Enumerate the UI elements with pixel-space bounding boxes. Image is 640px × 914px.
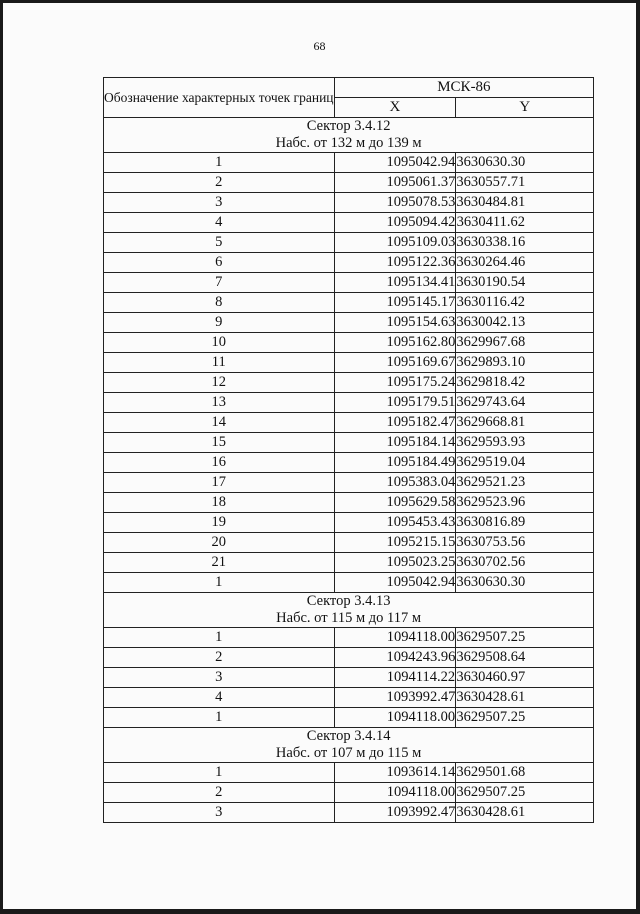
sector-title: Сектор 3.4.13 (306, 593, 391, 609)
x-coordinate: 1095109.03 (334, 233, 456, 253)
sector-header-row (104, 118, 594, 153)
point-number: 12 (104, 373, 335, 393)
point-number: 11 (104, 353, 335, 373)
y-coordinate: 3630557.71 (456, 173, 594, 193)
header-coordinate-system: МСК-86 (334, 78, 594, 98)
point-number: 9 (104, 313, 335, 333)
y-coordinate: 3629523.96 (456, 493, 594, 513)
point-number: 1 (104, 708, 335, 728)
table-row (104, 493, 594, 513)
y-coordinate: 3629507.25 (456, 708, 594, 728)
header-x: X (334, 98, 456, 118)
point-number: 18 (104, 493, 335, 513)
y-coordinate: 3630428.61 (456, 803, 594, 823)
table-row (104, 648, 594, 668)
table-row (104, 253, 594, 273)
point-number: 15 (104, 433, 335, 453)
y-coordinate: 3629967.68 (456, 333, 594, 353)
x-coordinate: 1095061.37 (334, 173, 456, 193)
point-number: 1 (104, 763, 335, 783)
x-coordinate: 1093992.47 (334, 803, 456, 823)
y-coordinate: 3630702.56 (456, 553, 594, 573)
y-coordinate: 3629593.93 (456, 433, 594, 453)
point-number: 6 (104, 253, 335, 273)
y-coordinate: 3630630.30 (456, 153, 594, 173)
page-number: 68 (313, 39, 326, 53)
coordinates-table (103, 77, 594, 823)
table-row (104, 373, 594, 393)
table-row (104, 783, 594, 803)
x-coordinate: 1095094.42 (334, 213, 456, 233)
table-row (104, 453, 594, 473)
coordinates-table-body (104, 78, 594, 823)
point-number: 3 (104, 803, 335, 823)
y-coordinate: 3630338.16 (456, 233, 594, 253)
point-number: 1 (104, 153, 335, 173)
x-coordinate: 1094114.22 (334, 668, 456, 688)
x-coordinate: 1095134.41 (334, 273, 456, 293)
point-number: 4 (104, 688, 335, 708)
x-coordinate: 1095179.51 (334, 393, 456, 413)
point-number: 21 (104, 553, 335, 573)
table-row (104, 763, 594, 783)
point-number: 4 (104, 213, 335, 233)
y-coordinate: 3629519.04 (456, 453, 594, 473)
x-coordinate: 1094118.00 (334, 708, 456, 728)
point-number: 17 (104, 473, 335, 493)
x-coordinate: 1095023.25 (334, 553, 456, 573)
y-coordinate: 3630116.42 (456, 293, 594, 313)
y-coordinate: 3630042.13 (456, 313, 594, 333)
point-number: 3 (104, 668, 335, 688)
x-coordinate: 1095453.43 (334, 513, 456, 533)
table-row (104, 153, 594, 173)
table-row (104, 273, 594, 293)
y-coordinate: 3629507.25 (456, 628, 594, 648)
point-number: 1 (104, 628, 335, 648)
table-row (104, 193, 594, 213)
table-row (104, 628, 594, 648)
table-header-row (104, 78, 594, 98)
y-coordinate: 3630190.54 (456, 273, 594, 293)
x-coordinate: 1095042.94 (334, 153, 456, 173)
header-point-label: Обозначение характерных точек границ (104, 78, 335, 118)
x-coordinate: 1095169.67 (334, 353, 456, 373)
sector-header (104, 118, 594, 153)
x-coordinate: 1095042.94 (334, 573, 456, 593)
point-number: 2 (104, 648, 335, 668)
point-number: 2 (104, 783, 335, 803)
table-row (104, 553, 594, 573)
y-coordinate: 3629501.68 (456, 763, 594, 783)
sector-header-row (104, 728, 594, 763)
table-row (104, 173, 594, 193)
x-coordinate: 1095184.14 (334, 433, 456, 453)
x-coordinate: 1095175.24 (334, 373, 456, 393)
sector-height-range: Набс. от 115 м до 117 м (276, 610, 422, 626)
y-coordinate: 3630753.56 (456, 533, 594, 553)
sector-header-row (104, 593, 594, 628)
x-coordinate: 1095078.53 (334, 193, 456, 213)
sector-title: Сектор 3.4.12 (306, 118, 391, 134)
y-coordinate: 3629818.42 (456, 373, 594, 393)
y-coordinate: 3630411.62 (456, 213, 594, 233)
x-coordinate: 1095182.47 (334, 413, 456, 433)
x-coordinate: 1095154.63 (334, 313, 456, 333)
x-coordinate: 1093992.47 (334, 688, 456, 708)
table-row (104, 313, 594, 333)
y-coordinate: 3629668.81 (456, 413, 594, 433)
x-coordinate: 1095184.49 (334, 453, 456, 473)
table-row (104, 333, 594, 353)
y-coordinate: 3629893.10 (456, 353, 594, 373)
x-coordinate: 1094243.96 (334, 648, 456, 668)
y-coordinate: 3630630.30 (456, 573, 594, 593)
point-number: 8 (104, 293, 335, 313)
point-number: 14 (104, 413, 335, 433)
point-number: 20 (104, 533, 335, 553)
point-number: 3 (104, 193, 335, 213)
y-coordinate: 3630428.61 (456, 688, 594, 708)
sector-header (104, 728, 594, 763)
y-coordinate: 3630816.89 (456, 513, 594, 533)
x-coordinate: 1095162.80 (334, 333, 456, 353)
point-number: 5 (104, 233, 335, 253)
table-row (104, 708, 594, 728)
x-coordinate: 1094118.00 (334, 628, 456, 648)
table-row (104, 393, 594, 413)
table-row (104, 213, 594, 233)
point-number: 16 (104, 453, 335, 473)
sector-height-range: Набс. от 107 м до 115 м (275, 745, 422, 761)
x-coordinate: 1095629.58 (334, 493, 456, 513)
y-coordinate: 3629521.23 (456, 473, 594, 493)
y-coordinate: 3630460.97 (456, 668, 594, 688)
table-row (104, 293, 594, 313)
x-coordinate: 1095215.15 (334, 533, 456, 553)
point-number: 13 (104, 393, 335, 413)
y-coordinate: 3629743.64 (456, 393, 594, 413)
point-number: 2 (104, 173, 335, 193)
x-coordinate: 1095145.17 (334, 293, 456, 313)
header-y: Y (456, 98, 594, 118)
table-row (104, 233, 594, 253)
table-row (104, 668, 594, 688)
y-coordinate: 3629508.64 (456, 648, 594, 668)
document-page (3, 3, 636, 909)
table-row (104, 688, 594, 708)
y-coordinate: 3630264.46 (456, 253, 594, 273)
sector-header (104, 593, 594, 628)
point-number: 1 (104, 573, 335, 593)
x-coordinate: 1095383.04 (334, 473, 456, 493)
table-row (104, 473, 594, 493)
point-number: 10 (104, 333, 335, 353)
table-row (104, 573, 594, 593)
sector-title: Сектор 3.4.14 (306, 728, 391, 744)
x-coordinate: 1095122.36 (334, 253, 456, 273)
table-row (104, 353, 594, 373)
point-number: 7 (104, 273, 335, 293)
x-coordinate: 1093614.14 (334, 763, 456, 783)
point-number: 19 (104, 513, 335, 533)
x-coordinate: 1094118.00 (334, 783, 456, 803)
table-row (104, 413, 594, 433)
table-row (104, 433, 594, 453)
y-coordinate: 3629507.25 (456, 783, 594, 803)
sector-height-range: Набс. от 132 м до 139 м (275, 135, 422, 151)
table-row (104, 803, 594, 823)
y-coordinate: 3630484.81 (456, 193, 594, 213)
table-row (104, 513, 594, 533)
table-row (104, 533, 594, 553)
